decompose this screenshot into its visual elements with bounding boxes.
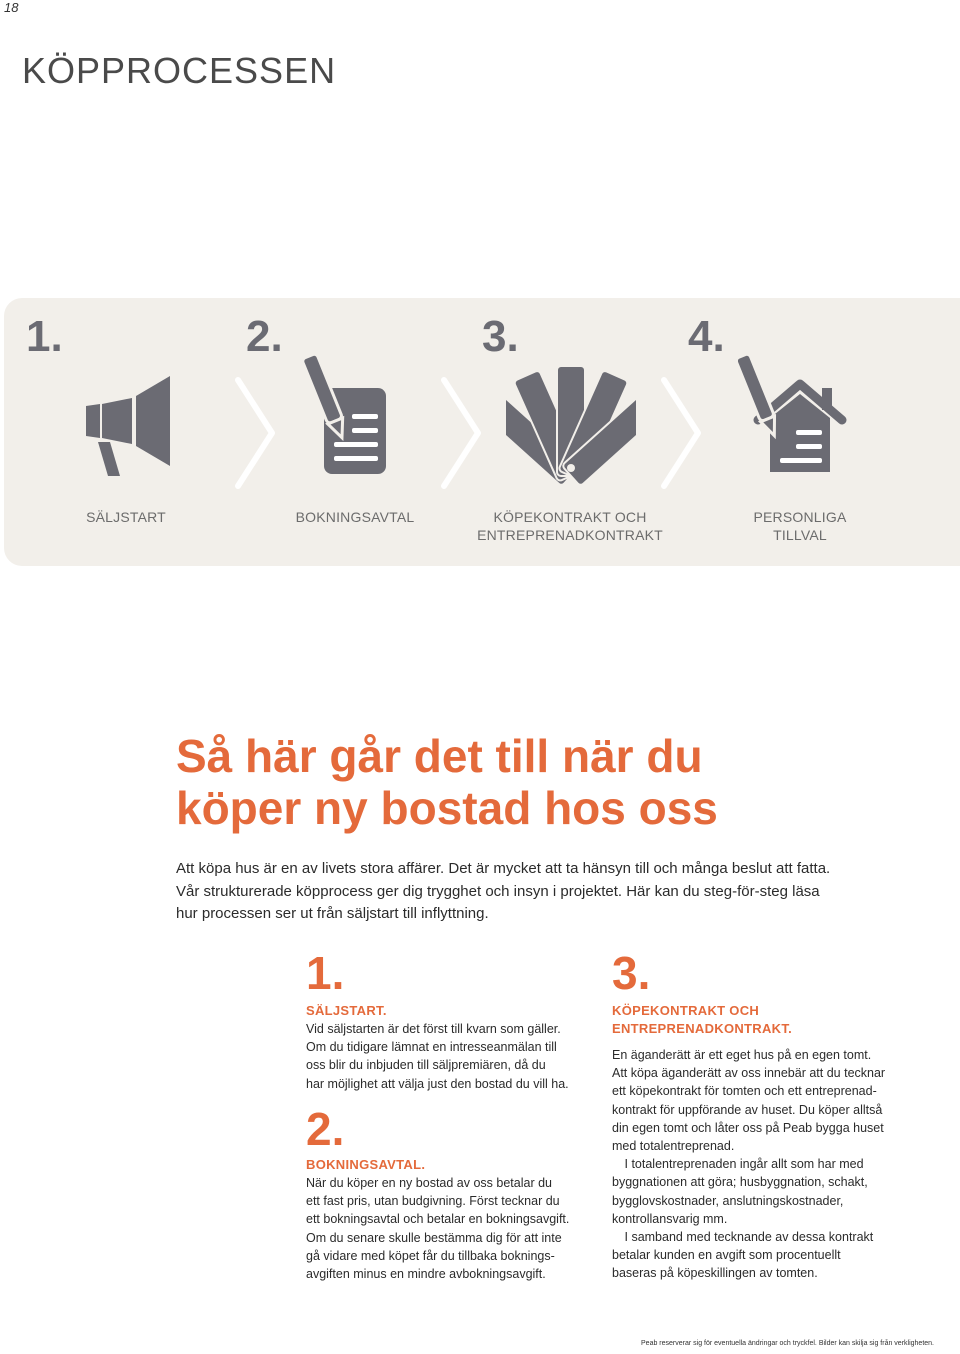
section-number-1: 1.: [306, 947, 345, 999]
section-number-3: 3.: [612, 947, 651, 999]
chevron-right-icon: [436, 376, 486, 490]
step-label-3: KÖPEKONTRAKT OCH ENTREPRENADKONTRAKT: [477, 509, 663, 543]
step-number-2: 2.: [246, 312, 283, 361]
disclaimer-note: Peab reserverar sig för eventuella ändringar och tryckfel. Bilder kan skilja sig från verkligheten.: [641, 1340, 934, 1347]
intro-paragraph: Att köpa hus är en av livets stora affärer. Det är mycket att ta hänsyn till och många beslut att fatta. Vår strukturerade köpprocess ger dig trygghet och insyn i projektet. Här kan du steg-för-steg läsa hur processen ser ut från säljstart till inflyttning.: [176, 860, 831, 922]
section-body: När du köper en ny bostad av oss betalar du ett fast pris, utan budgivning. Först tecknar du ett bokningsavtal och betalar en bokningsavgift. Om du senare skulle bestämma dig för att inte gå vidare med köpet får du tillbaka boknings- avgiften minus en mindre avbokningsavgift.: [306, 1176, 570, 1282]
step-number-4: 4.: [688, 312, 725, 361]
megaphone-icon: [80, 348, 180, 478]
step-label-4: PERSONLIGA TILLVAL: [753, 509, 847, 543]
section-body: En äganderätt är ett eget hus på en egen tomt. Att köpa äganderätt av oss innebär att du tecknar ett köpekontrakt för tomten och ett entreprenad- kontrakt för uppförande av huset. Du köper alltså din egen tomt och låter oss på Peab bygga huset med totalentreprenad. I totalentreprenaden ingår allt som har med byggnationen att göra; husbyggnation, schakt, bygglovskostnader, anslutningskostnader, kontrollansvarig mm. I samband med tecknande av dessa kontrakt betalar kunden en avgift som procentuellt baseras på köpeskillingen av tomten.: [612, 1048, 886, 1281]
chevron-right-icon: [656, 376, 706, 490]
pen-house-icon: [738, 348, 858, 478]
chevron-right-icon: [230, 376, 280, 490]
section-heading: SÄLJSTART.: [306, 1003, 387, 1018]
section-heading: KÖPEKONTRAKT OCH ENTREPRENADKONTRAKT.: [612, 1003, 793, 1036]
step-number-1: 1.: [26, 312, 63, 361]
section-heading: BOKNINGSAVTAL.: [306, 1157, 426, 1172]
page-number: 18: [4, 0, 19, 15]
color-swatch-fan-icon: [506, 348, 636, 488]
section-kopekontrakt: [612, 1002, 922, 1283]
step-label-2: BOKNINGSAVTAL: [295, 509, 415, 525]
section-saljstart: [306, 1002, 606, 1093]
section-number-2: 2.: [306, 1103, 345, 1155]
pen-document-icon: [300, 348, 400, 478]
headline: Så här går det till när du köper ny bostad hos oss: [176, 730, 718, 834]
section-bokningsavtal: [306, 1156, 606, 1283]
page-title: KÖPPROCESSEN: [22, 50, 337, 91]
step-label-1: SÄLJSTART: [86, 509, 166, 525]
step-number-3: 3.: [482, 312, 519, 361]
section-body: Vid säljstarten är det först till kvarn som gäller. Om du tidigare lämnat en intresseanmälan till oss blir du inbjuden till säljpremiären, då du har möjlighet att välja just den bostad du vill ha.: [306, 1022, 569, 1091]
